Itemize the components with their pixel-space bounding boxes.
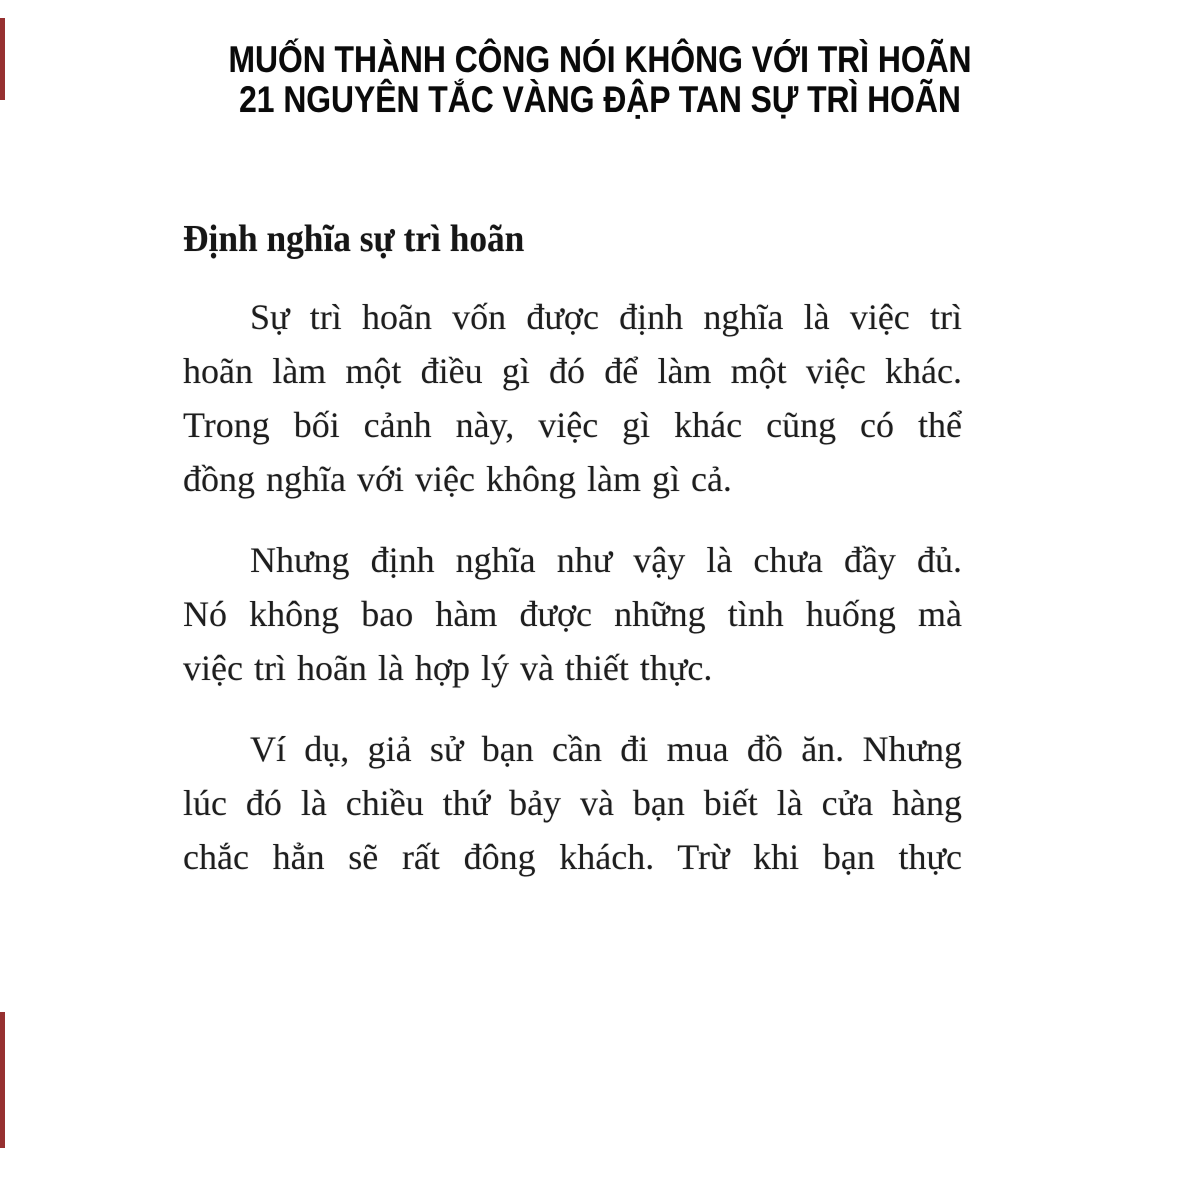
- section-heading: Định nghĩa sự trì hoãn: [183, 218, 525, 260]
- text-line: Nhưng định nghĩa như vậy là chưa đầy đủ.: [250, 540, 962, 580]
- body-text-block: [183, 290, 962, 884]
- text-line: Sự trì hoãn vốn được định nghĩa là việc trì: [250, 297, 962, 337]
- paragraph: [183, 722, 962, 884]
- running-header-line-1: MUỐN THÀNH CÔNG NÓI KHÔNG VỚI TRÌ HOÃN: [228, 39, 972, 80]
- paragraph: [183, 290, 962, 506]
- text-line: việc trì hoãn là hợp lý và thiết thực.: [183, 648, 713, 688]
- running-header-line-2: 21 NGUYÊN TẮC VÀNG ĐẬP TAN SỰ TRÌ HOÃN: [239, 79, 961, 120]
- text-line: chắc hẳn sẽ rất đông khách. Trừ khi bạn thực: [183, 837, 962, 877]
- text-line: Trong bối cảnh này, việc gì khác cũng có thể: [183, 405, 962, 445]
- paragraph: [183, 533, 962, 695]
- running-header: [0, 40, 1200, 120]
- text-line: lúc đó là chiều thứ bảy và bạn biết là cửa hàng: [183, 783, 962, 823]
- text-line: hoãn làm một điều gì đó để làm một việc khác.: [183, 351, 962, 391]
- text-line: đồng nghĩa với việc không làm gì cả.: [183, 459, 732, 499]
- text-line: Nó không bao hàm được những tình huống mà: [183, 594, 962, 634]
- text-line: Ví dụ, giả sử bạn cần đi mua đồ ăn. Nhưng: [250, 729, 962, 769]
- scan-edge-mark-bottom: [0, 1012, 5, 1148]
